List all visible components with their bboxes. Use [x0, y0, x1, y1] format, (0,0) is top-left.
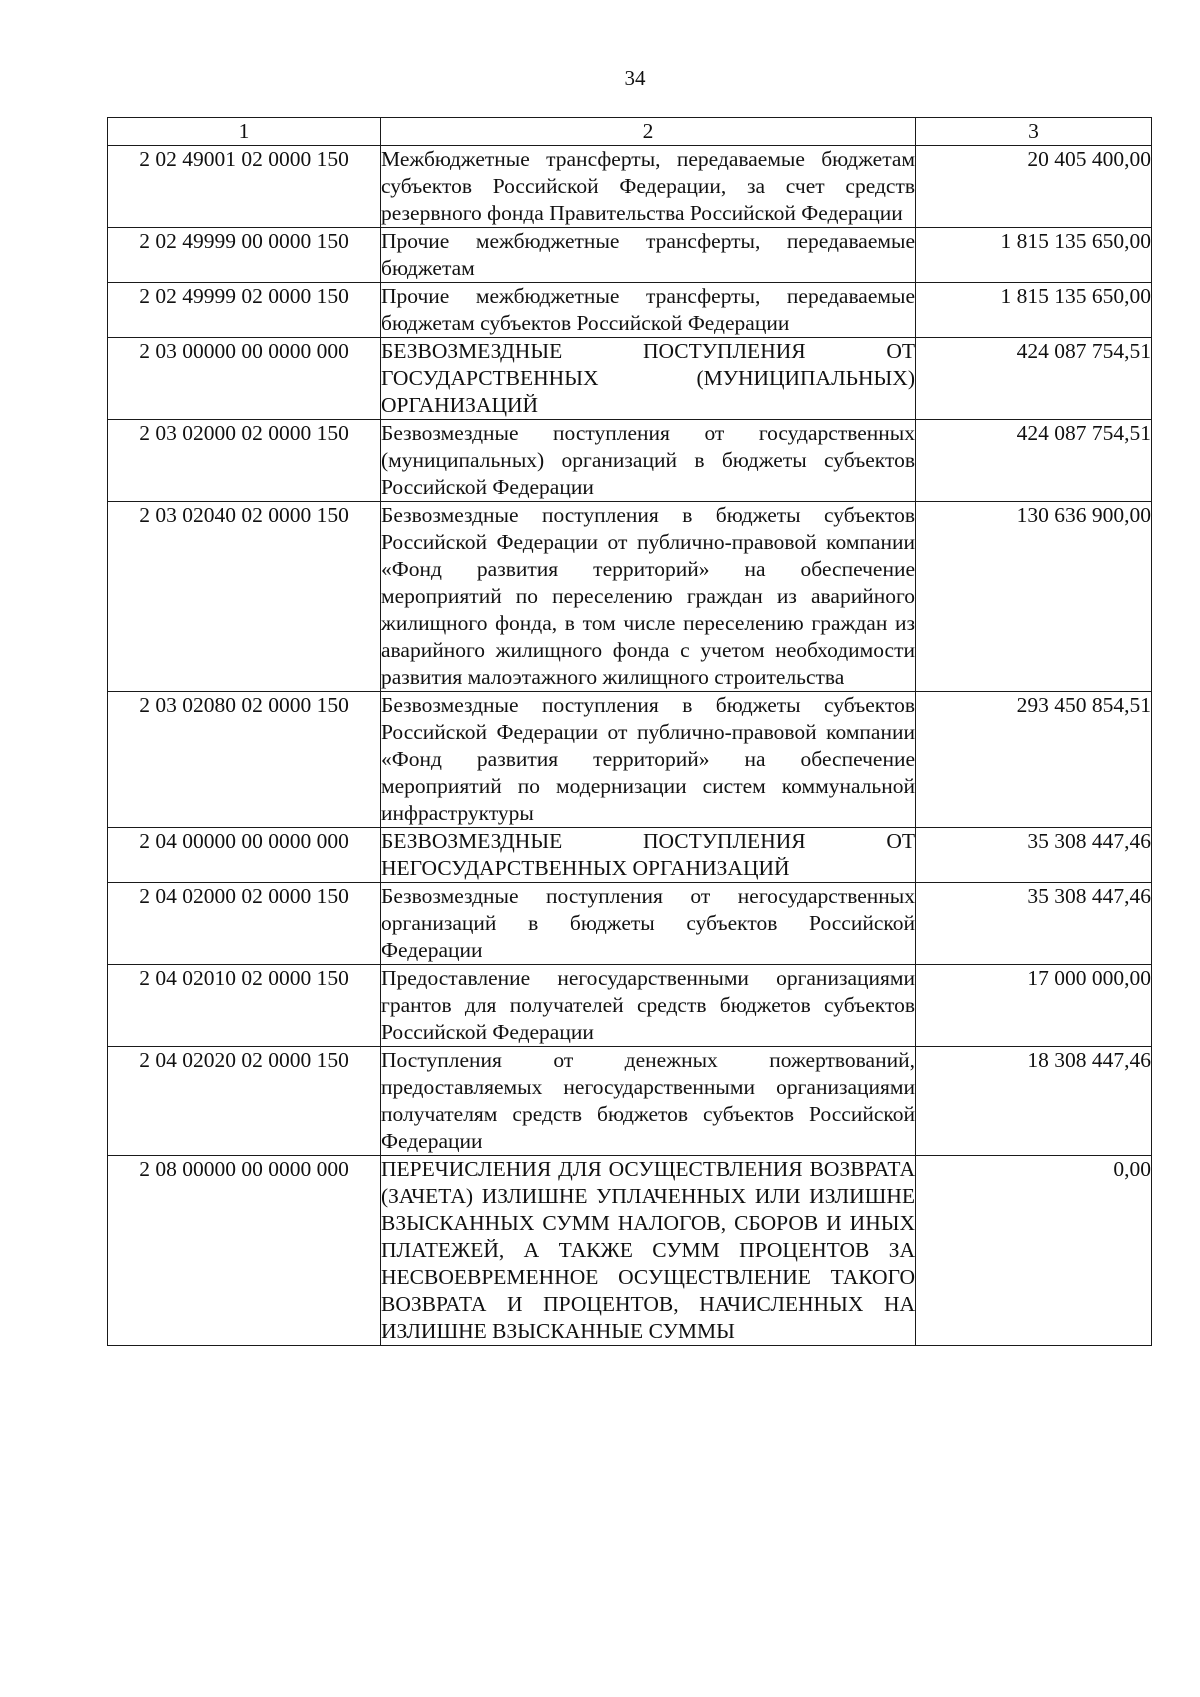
table-body [108, 146, 1152, 1346]
item-name: БЕЗВОЗМЕЗДНЫЕ ПОСТУПЛЕНИЯ ОТ НЕГОСУДАРСТВЕННЫХ ОРГАНИЗАЦИЙ [381, 828, 916, 883]
item-amount: 424 087 754,51 [916, 338, 1152, 420]
item-amount: 1 815 135 650,00 [916, 283, 1152, 338]
item-name: Безвозмездные поступления в бюджеты субъектов Российской Федерации от публично-правовой компании «Фонд развития территорий» на обеспечение мероприятий по модернизации систем коммунальной инфраструктуры [381, 692, 916, 828]
budget-code: 2 03 02000 02 0000 150 [108, 420, 381, 502]
table-header-row [108, 118, 1152, 146]
item-amount: 18 308 447,46 [916, 1047, 1152, 1156]
table-row [108, 692, 1152, 828]
budget-code: 2 02 49999 00 0000 150 [108, 228, 381, 283]
budget-code: 2 03 02080 02 0000 150 [108, 692, 381, 828]
table-row [108, 228, 1152, 283]
item-amount: 424 087 754,51 [916, 420, 1152, 502]
table-row [108, 965, 1152, 1047]
page-number: 34 [624, 66, 646, 90]
budget-code: 2 04 02000 02 0000 150 [108, 883, 381, 965]
column-header-amount: 3 [916, 118, 1152, 146]
table-row [108, 283, 1152, 338]
item-name: Поступления от денежных пожертвований, предоставляемых негосударственными организациями получателям средств бюджетов субъектов Российской Федерации [381, 1047, 916, 1156]
item-name: Прочие межбюджетные трансферты, передаваемые бюджетам субъектов Российской Федерации [381, 283, 916, 338]
budget-code: 2 02 49999 02 0000 150 [108, 283, 381, 338]
table-row [108, 883, 1152, 965]
item-name: Прочие межбюджетные трансферты, передаваемые бюджетам [381, 228, 916, 283]
column-header-name: 2 [381, 118, 916, 146]
budget-code: 2 04 02020 02 0000 150 [108, 1047, 381, 1156]
item-amount: 0,00 [916, 1156, 1152, 1346]
item-amount: 130 636 900,00 [916, 502, 1152, 692]
table-row [108, 338, 1152, 420]
table-row [108, 1156, 1152, 1346]
item-name: ПЕРЕЧИСЛЕНИЯ ДЛЯ ОСУЩЕСТВЛЕНИЯ ВОЗВРАТА (ЗАЧЕТА) ИЗЛИШНЕ УПЛАЧЕННЫХ ИЛИ ИЗЛИШНЕ ВЗЫСКАННЫХ СУММ НАЛОГОВ, СБОРОВ И ИНЫХ ПЛАТЕЖЕЙ, А ТАКЖЕ СУММ ПРОЦЕНТОВ ЗА НЕСВОЕВРЕМЕННОЕ ОСУЩЕСТВЛЕНИЕ ТАКОГО ВОЗВРАТА И ПРОЦЕНТОВ, НАЧИСЛЕННЫХ НА ИЗЛИШНЕ ВЗЫСКАННЫЕ СУММЫ [381, 1156, 916, 1346]
item-name: Безвозмездные поступления от негосударственных организаций в бюджеты субъектов Российской Федерации [381, 883, 916, 965]
table-row [108, 828, 1152, 883]
item-name: Межбюджетные трансферты, передаваемые бюджетам субъектов Российской Федерации, за счет средств резервного фонда Правительства Российской Федерации [381, 146, 916, 228]
budget-code: 2 03 02040 02 0000 150 [108, 502, 381, 692]
item-name: Безвозмездные поступления от государственных (муниципальных) организаций в бюджеты субъектов Российской Федерации [381, 420, 916, 502]
item-amount: 1 815 135 650,00 [916, 228, 1152, 283]
item-amount: 20 405 400,00 [916, 146, 1152, 228]
column-header-code: 1 [108, 118, 381, 146]
table-row [108, 420, 1152, 502]
item-amount: 35 308 447,46 [916, 883, 1152, 965]
item-amount: 293 450 854,51 [916, 692, 1152, 828]
budget-code: 2 04 02010 02 0000 150 [108, 965, 381, 1047]
budget-code: 2 04 00000 00 0000 000 [108, 828, 381, 883]
table-row [108, 1047, 1152, 1156]
item-amount: 35 308 447,46 [916, 828, 1152, 883]
item-name: Безвозмездные поступления в бюджеты субъектов Российской Федерации от публично-правовой компании «Фонд развития территорий» на обеспечение мероприятий по переселению граждан из аварийного жилищного фонда, в том числе переселению граждан из аварийного жилищного фонда с учетом необходимости развития малоэтажного жилищного строительства [381, 502, 916, 692]
item-name: БЕЗВОЗМЕЗДНЫЕ ПОСТУПЛЕНИЯ ОТ ГОСУДАРСТВЕННЫХ (МУНИЦИПАЛЬНЫХ) ОРГАНИЗАЦИЙ [381, 338, 916, 420]
item-name: Предоставление негосударственными организациями грантов для получателей средств бюджетов субъектов Российской Федерации [381, 965, 916, 1047]
revenue-table [107, 117, 1152, 1346]
table-row [108, 502, 1152, 692]
item-amount: 17 000 000,00 [916, 965, 1152, 1047]
budget-code: 2 03 00000 00 0000 000 [108, 338, 381, 420]
budget-code: 2 08 00000 00 0000 000 [108, 1156, 381, 1346]
budget-code: 2 02 49001 02 0000 150 [108, 146, 381, 228]
table-row [108, 146, 1152, 228]
